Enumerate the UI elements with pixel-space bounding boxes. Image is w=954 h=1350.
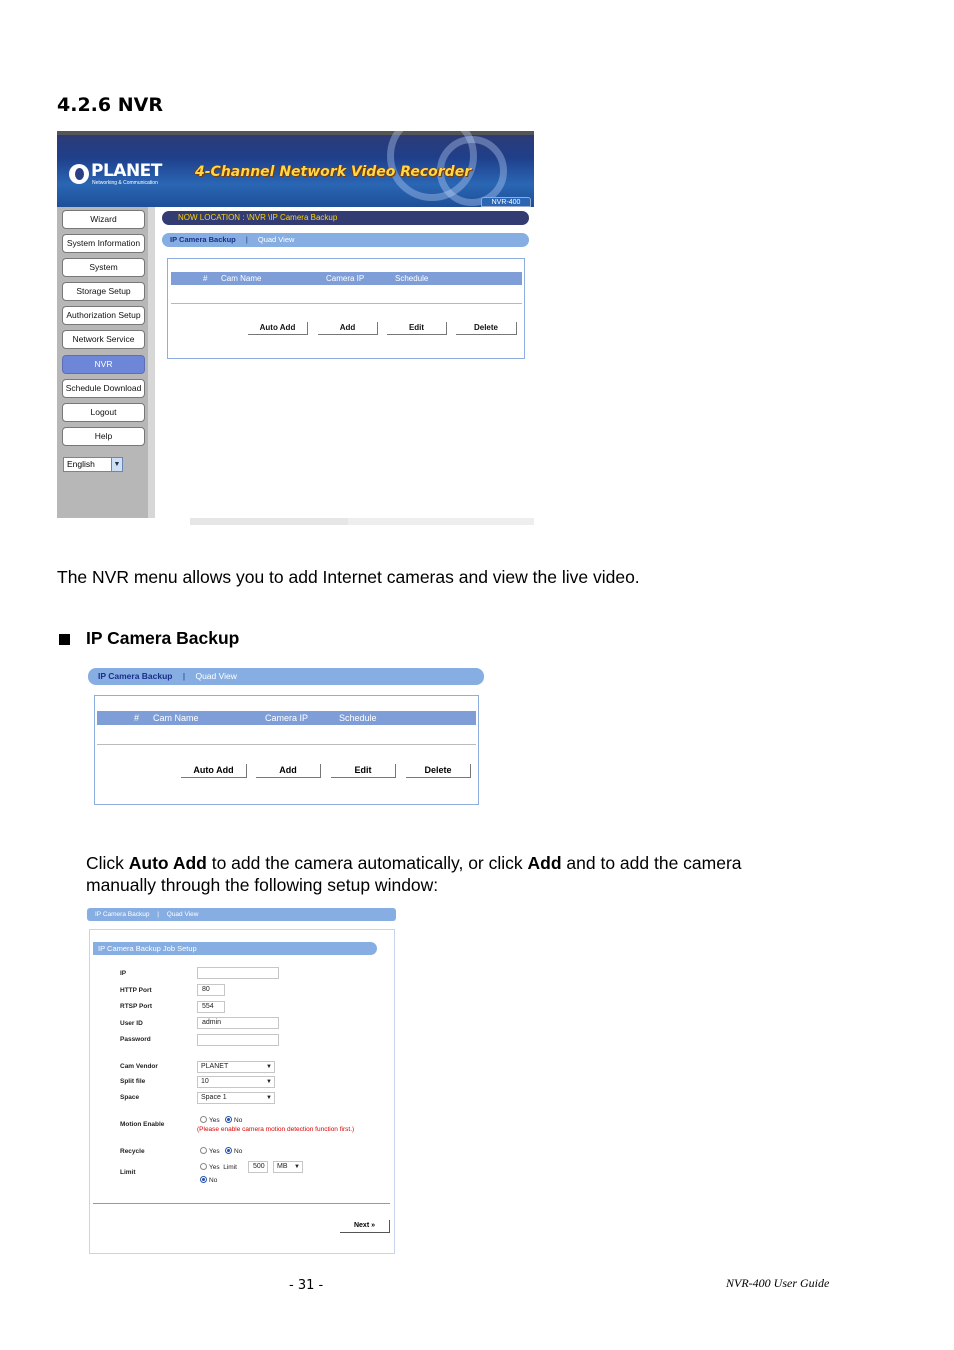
camera-table <box>167 258 525 359</box>
column-header: # <box>134 713 140 723</box>
horizontal-scrollbar[interactable] <box>190 518 534 525</box>
column-header: Cam Name <box>153 713 199 723</box>
instruction-text: and to add the camera <box>561 853 742 873</box>
delete-button[interactable]: Delete <box>456 322 517 335</box>
column-header: Schedule <box>339 713 377 723</box>
logo-subtitle: Networking & Communication <box>92 180 158 186</box>
radio-label: No <box>209 1177 218 1184</box>
ip-input[interactable] <box>197 967 279 979</box>
instruction-bold: Add <box>527 853 562 873</box>
radio-label: Yes <box>209 1117 220 1124</box>
column-header: Schedule <box>395 274 429 283</box>
instruction-line-2: manually through the following setup window: <box>86 875 439 895</box>
camera-table-detail <box>94 695 479 805</box>
job-setup-title: IP Camera Backup Job Setup <box>93 942 377 955</box>
add-button[interactable]: Add <box>318 322 378 335</box>
instruction-bold: Auto Add <box>128 853 207 873</box>
sidebar-item-network-service[interactable]: Network Service <box>62 330 145 349</box>
column-header: Camera IP <box>326 274 365 283</box>
limit-yes-row <box>200 1163 237 1173</box>
limit-unit-select[interactable] <box>273 1161 303 1173</box>
limit-no-row <box>200 1176 217 1186</box>
tab-ip-camera-backup[interactable]: IP Camera Backup <box>95 911 150 918</box>
motion-enable-radios <box>200 1116 242 1126</box>
planet-logo-icon <box>69 164 89 184</box>
password-input[interactable] <box>197 1034 279 1046</box>
rtsp-port-label: RTSP Port <box>120 1003 153 1010</box>
table-header <box>97 711 476 725</box>
location-bar: NOW LOCATION : \NVR \IP Camera Backup <box>162 211 529 225</box>
space-value: Space 1 <box>201 1094 227 1101</box>
tab-bar <box>162 233 529 247</box>
instruction-line-1 <box>86 852 742 874</box>
limit-label: Limit <box>120 1169 136 1176</box>
http-port-label: HTTP Port <box>120 987 152 994</box>
sidebar-item-system[interactable]: System <box>62 258 145 277</box>
chevron-down-icon: ▼ <box>266 1064 272 1070</box>
split-file-label: Split file <box>120 1078 146 1085</box>
instruction-text: Click <box>86 853 129 873</box>
divider <box>97 744 476 745</box>
divider <box>171 303 522 304</box>
column-header: Cam Name <box>221 274 262 283</box>
user-id-input[interactable]: admin <box>197 1017 279 1029</box>
sidebar-item-storage-setup[interactable]: Storage Setup <box>62 282 145 301</box>
motion-enable-label: Motion Enable <box>120 1121 165 1128</box>
app-banner <box>57 131 534 207</box>
radio-label: No <box>234 1148 243 1155</box>
limit-yes-radio[interactable] <box>200 1163 207 1170</box>
instruction-text: to add the camera automatically, or click <box>206 853 528 873</box>
tab-bar-setup <box>87 908 396 921</box>
chevron-down-icon: ▼ <box>294 1164 300 1170</box>
column-header: Camera IP <box>265 713 309 723</box>
bullet-title: IP Camera Backup <box>86 628 240 648</box>
tab-quad-view[interactable]: Quad View <box>166 911 199 918</box>
chevron-down-icon: ▼ <box>266 1095 272 1101</box>
recycle-no-radio[interactable] <box>225 1147 232 1154</box>
chevron-down-icon: ▼ <box>111 458 122 471</box>
intro-text: The NVR menu allows you to add Internet cameras and view the live video. <box>57 567 640 587</box>
tab-separator: | <box>245 235 248 244</box>
ip-label: IP <box>120 970 127 977</box>
sidebar-item-system-information[interactable]: System Information <box>62 234 145 253</box>
chevron-down-icon: ▼ <box>266 1079 272 1085</box>
split-file-select[interactable] <box>197 1076 275 1088</box>
sidebar-item-authorization-setup[interactable]: Authorization Setup <box>62 306 145 325</box>
password-label: Password <box>120 1036 151 1043</box>
add-button[interactable]: Add <box>256 764 321 778</box>
recycle-yes-radio[interactable] <box>200 1147 207 1154</box>
tab-quad-view[interactable]: Quad View <box>257 235 295 244</box>
motion-warning: (Please enable camera motion detection function first.) <box>197 1126 355 1133</box>
tab-separator: | <box>182 671 186 681</box>
language-select[interactable] <box>63 457 123 472</box>
sidebar-item-nvr[interactable]: NVR <box>62 355 145 374</box>
job-setup-window <box>89 929 395 1254</box>
tab-separator: | <box>157 911 159 918</box>
nvr-screenshot <box>57 131 534 525</box>
edit-button[interactable]: Edit <box>331 764 396 778</box>
next-button[interactable]: Next » <box>340 1220 390 1233</box>
limit-input[interactable]: 500 <box>248 1161 268 1173</box>
tab-ip-camera-backup[interactable]: IP Camera Backup <box>170 235 236 244</box>
sidebar-item-help[interactable]: Help <box>62 427 145 446</box>
radio-label: Yes <box>209 1148 220 1155</box>
space-select[interactable] <box>197 1092 275 1104</box>
radio-label: No <box>234 1117 243 1124</box>
page-number: - 31 - <box>289 1278 324 1293</box>
cam-vendor-select[interactable] <box>197 1061 275 1073</box>
sidebar-item-schedule-download[interactable]: Schedule Download <box>62 379 145 398</box>
edit-button[interactable]: Edit <box>387 322 447 335</box>
rtsp-port-input[interactable]: 554 <box>197 1001 225 1013</box>
sidebar-item-logout[interactable]: Logout <box>62 403 145 422</box>
recycle-label: Recycle <box>120 1148 145 1155</box>
tab-quad-view[interactable]: Quad View <box>195 671 237 681</box>
split-file-value: 10 <box>201 1078 209 1085</box>
divider <box>93 1203 390 1204</box>
model-tag: NVR-400 <box>481 197 531 207</box>
auto-add-button[interactable]: Auto Add <box>181 764 247 778</box>
recycle-radios <box>200 1147 242 1157</box>
space-label: Space <box>120 1094 140 1101</box>
cam-vendor-label: Cam Vendor <box>120 1063 158 1070</box>
radio-label: Yes <box>209 1164 220 1171</box>
auto-add-button[interactable]: Auto Add <box>248 322 308 335</box>
user-id-label: User ID <box>120 1020 143 1027</box>
cam-vendor-value: PLANET <box>201 1063 229 1070</box>
limit-inline-label: Limit <box>223 1164 237 1171</box>
tab-bar-detail <box>88 668 484 685</box>
square-bullet-icon <box>59 634 70 645</box>
column-header: # <box>203 274 208 283</box>
banner-title: 4-Channel Network Video Recorder <box>195 164 472 180</box>
footer-title: NVR-400 User Guide <box>726 1276 830 1290</box>
sidebar-item-wizard[interactable]: Wizard <box>62 210 145 229</box>
table-header <box>171 272 522 285</box>
motion-no-radio[interactable] <box>225 1116 232 1123</box>
section-title: 4.2.6 NVR <box>57 94 163 116</box>
tab-ip-camera-backup[interactable]: IP Camera Backup <box>98 671 173 681</box>
limit-no-radio[interactable] <box>200 1176 207 1183</box>
delete-button[interactable]: Delete <box>406 764 471 778</box>
language-value: English <box>67 459 95 469</box>
motion-yes-radio[interactable] <box>200 1116 207 1123</box>
limit-unit-value: MB <box>277 1163 288 1170</box>
http-port-input[interactable]: 80 <box>197 984 225 996</box>
logo-text: PLANET <box>91 161 162 181</box>
